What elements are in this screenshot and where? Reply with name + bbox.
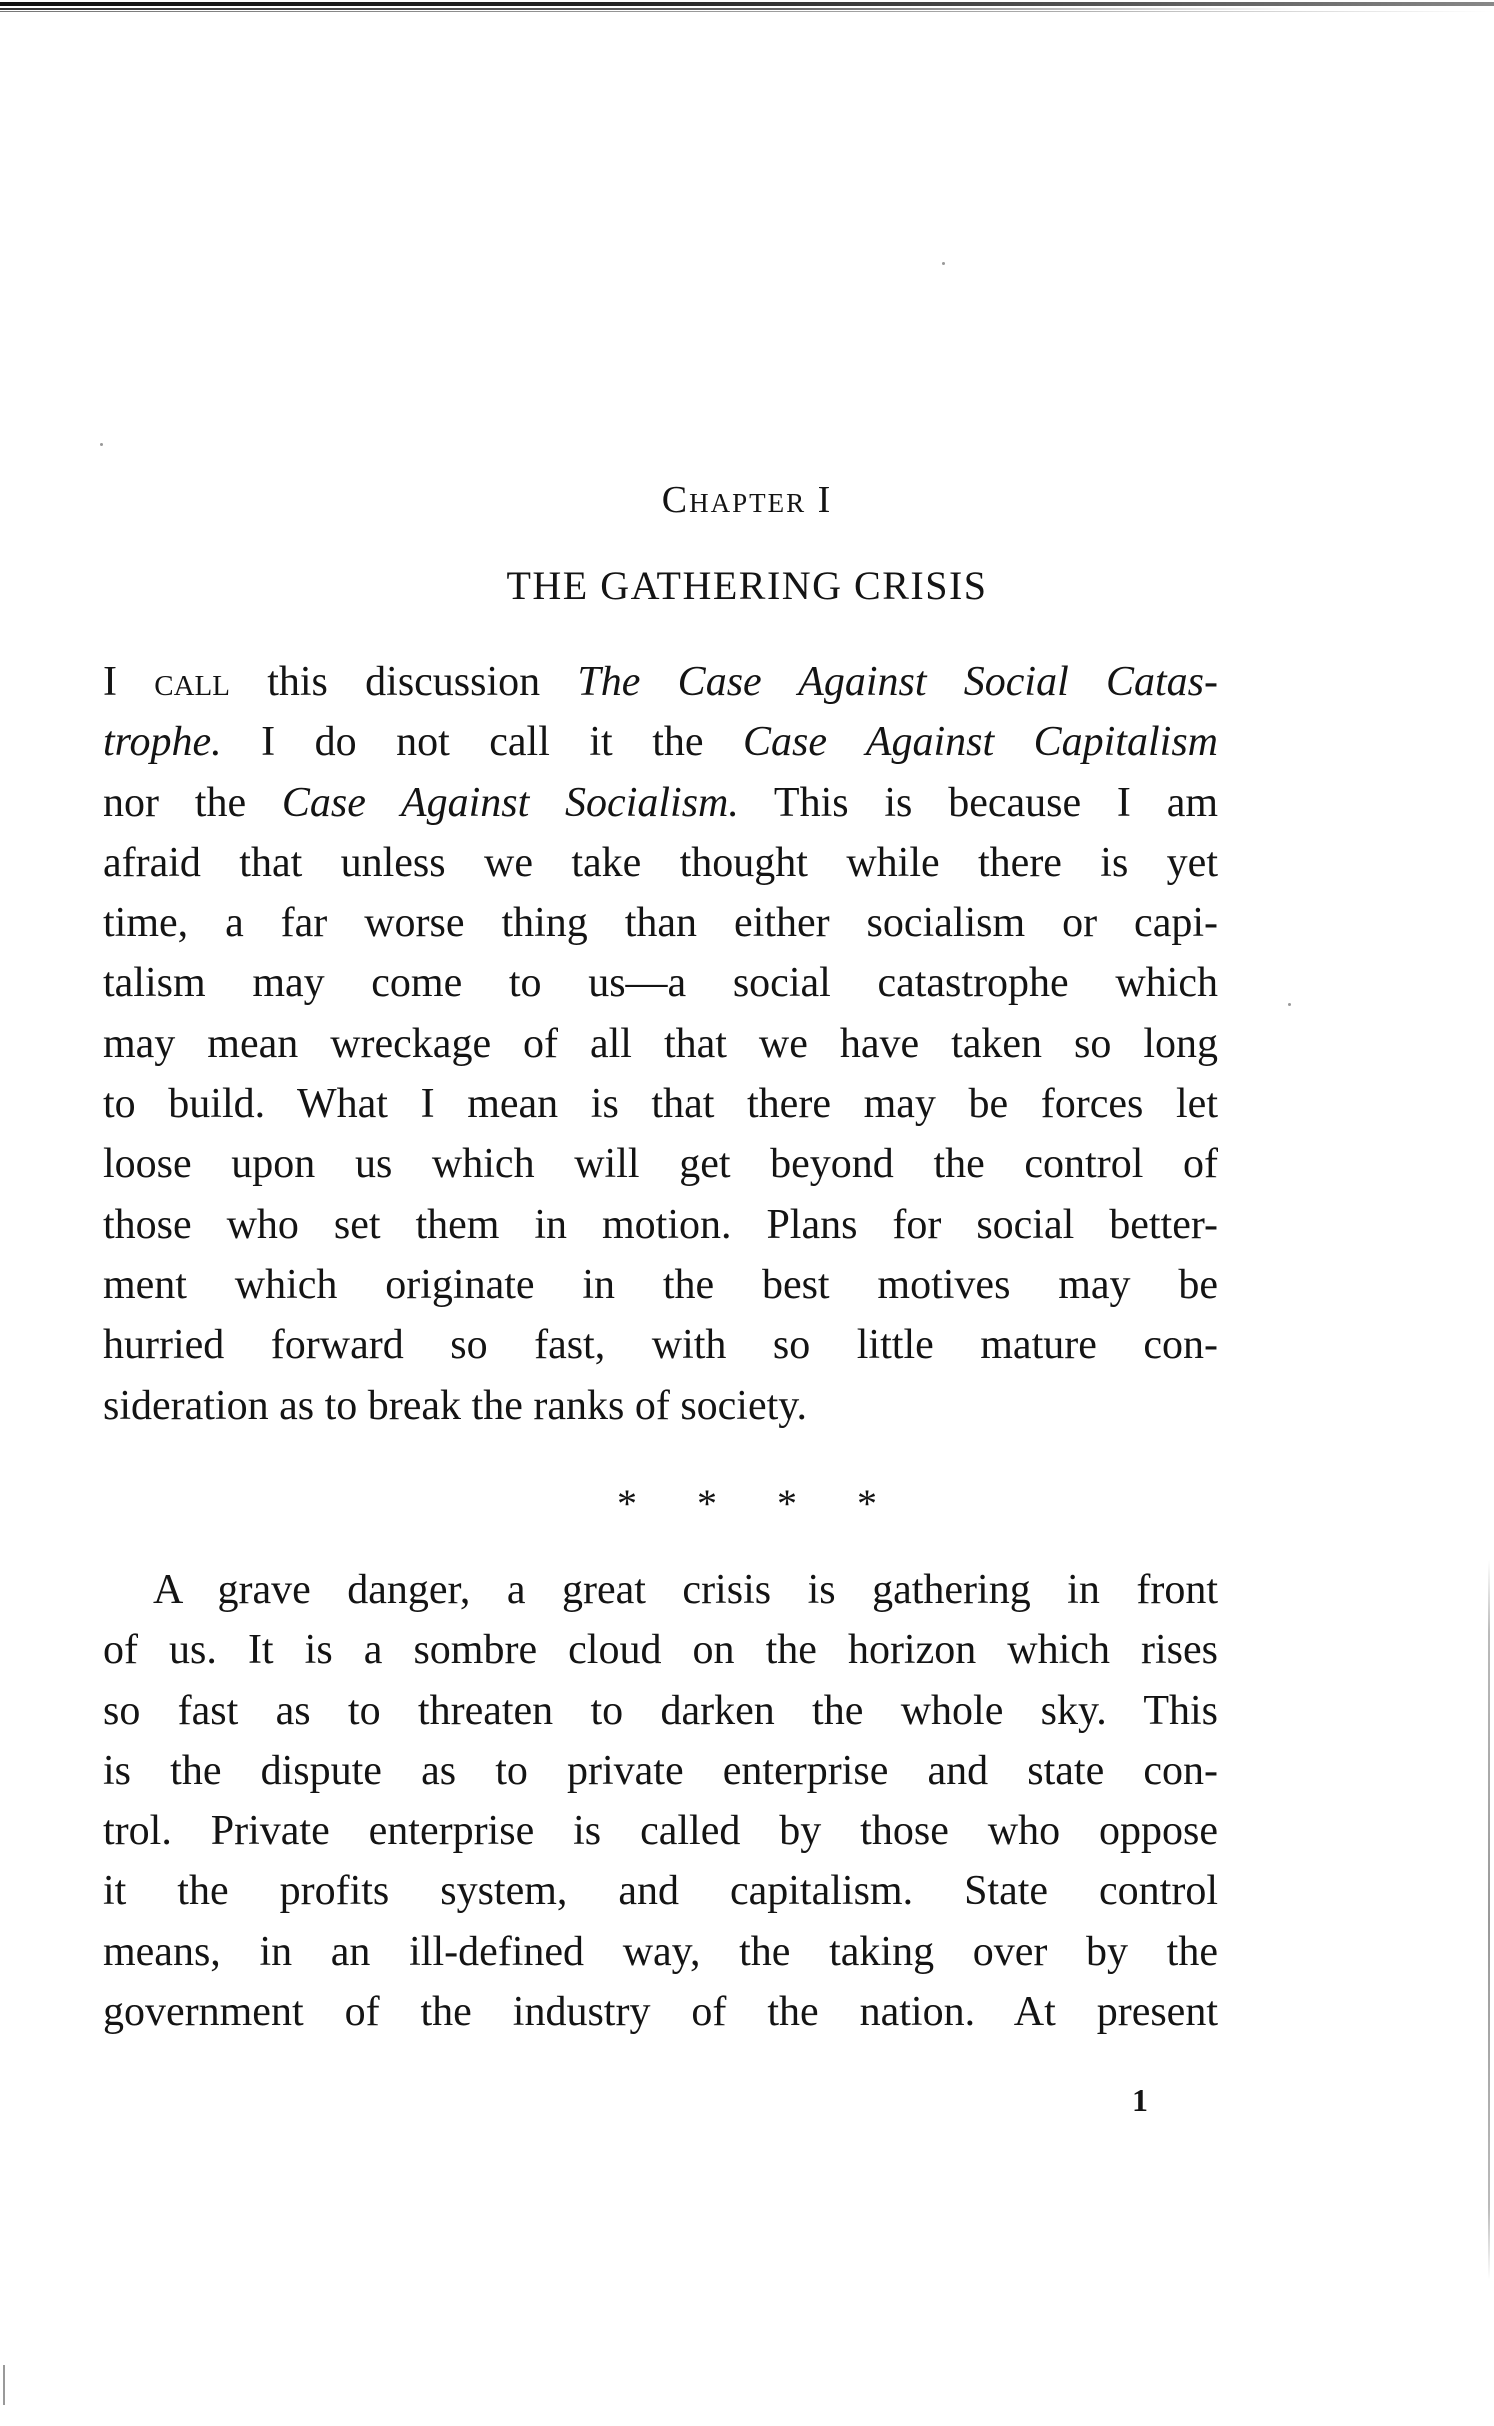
lead-words: I call bbox=[103, 659, 230, 705]
paragraph-line: A grave danger, a great crisis is gathering in front bbox=[153, 1567, 1218, 1613]
paragraph-line: nor the Case Against Socialism. This is because I am bbox=[103, 779, 1218, 826]
paragraph-line: loose upon us which will get beyond the control of bbox=[103, 1141, 1218, 1188]
paragraph-line bbox=[103, 652, 1218, 712]
paragraph-line: trol. Private enterprise is called by those who oppose bbox=[103, 1808, 1218, 1855]
section-separator: * * * * bbox=[617, 1481, 877, 1526]
paragraph-line: those who set them in motion. Plans for social better- bbox=[103, 1201, 1218, 1248]
paragraph-line: may mean wreckage of all that we have taken so long bbox=[103, 1020, 1218, 1067]
paragraph-line: ment which originate in the best motives may be bbox=[103, 1261, 1218, 1308]
scan-speck bbox=[1288, 1003, 1291, 1006]
paragraph-line: sideration as to break the ranks of society. bbox=[103, 1382, 808, 1429]
paragraph-line-text: this discussion The Case Against Social Catas- bbox=[267, 659, 1219, 705]
paragraph-line: trophe. I do not call it the Case Against Capitalism bbox=[103, 719, 1218, 766]
paragraph-line: of us. It is a sombre cloud on the horizon which rises bbox=[103, 1627, 1218, 1674]
paragraph-line: talism may come to us—a social catastrophe which bbox=[103, 960, 1218, 1007]
paragraph-line: afraid that unless we take thought while there is yet bbox=[103, 839, 1218, 886]
paragraph-line: so fast as to threaten to darken the whole sky. This bbox=[103, 1687, 1218, 1734]
paragraph-line: it the profits system, and capitalism. State control bbox=[103, 1868, 1218, 1915]
paragraph-line: government of the industry of the nation. At present bbox=[103, 1989, 1218, 2036]
chapter-label: Chapter I bbox=[661, 479, 833, 521]
paragraph-line: is the dispute as to private enterprise and state con- bbox=[103, 1747, 1218, 1794]
paragraph-2 bbox=[103, 1560, 1218, 2042]
page-number: 1 bbox=[1132, 2082, 1148, 2118]
paragraph-line: hurried forward so fast, with so little mature con- bbox=[103, 1322, 1218, 1369]
scan-speck bbox=[100, 443, 103, 446]
paragraph-line: to build. What I mean is that there may be forces let bbox=[103, 1081, 1218, 1128]
paragraph-line: means, in an ill-defined way, the taking over by the bbox=[103, 1928, 1218, 1975]
chapter-title: THE GATHERING CRISIS bbox=[506, 563, 988, 608]
paragraph-line: time, a far worse thing than either socialism or capi- bbox=[103, 900, 1218, 947]
page-edge-shadow bbox=[1488, 1560, 1490, 2280]
scan-mark bbox=[3, 2365, 5, 2405]
scan-speck bbox=[942, 262, 945, 265]
top-edge-rule bbox=[0, 0, 1494, 14]
paragraph-1 bbox=[103, 652, 1218, 1436]
